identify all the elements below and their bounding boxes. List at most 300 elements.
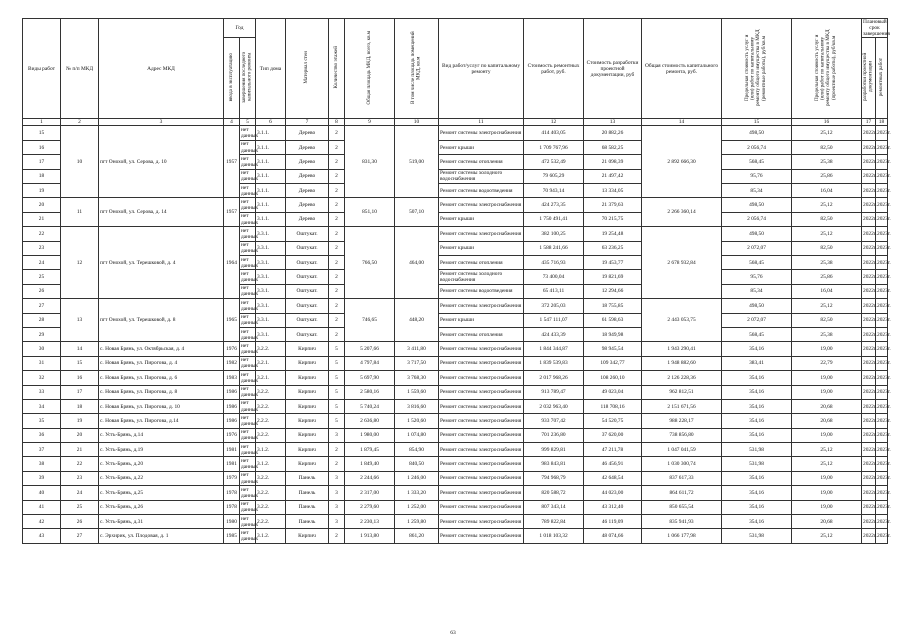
cell-design-cost: 47 211,78: [584, 443, 642, 457]
cell-total-cost: 1 066 177,98: [642, 529, 722, 543]
cell-year-commissioning: 1981: [224, 443, 240, 457]
cell-house-type: 3.1.2.: [256, 443, 286, 457]
cell-work-number: 43: [23, 529, 61, 543]
cell-deadline-design: 2022г.: [862, 126, 876, 140]
cell-design-cost: 44 023,00: [584, 486, 642, 500]
cell-design-cost: 13 334,05: [584, 184, 642, 198]
cell-floors: 2: [329, 270, 345, 284]
header-deadline-design: разработки проектной документации: [862, 38, 876, 119]
cell-limit-repair: 354,16: [722, 371, 792, 385]
cell-premises-area: 1 252,00: [395, 500, 439, 514]
cell-premises-area: 1 333,20: [395, 486, 439, 500]
cell-house-type: 3.2.2.: [256, 342, 286, 356]
cell-deadline-repair: 2023г.: [876, 529, 888, 543]
cell-design-cost: 43 312,40: [584, 500, 642, 514]
table-row: [23, 515, 888, 529]
cell-limit-design: 82,50: [792, 313, 862, 327]
cell-work-kind: Ремонт системы электроснабжения: [439, 198, 524, 212]
cell-mkd-number: 24: [61, 486, 99, 500]
cell-address: с. Усть-Брянь, д.22: [99, 471, 224, 485]
cell-house-type: 3.1.1.: [256, 155, 286, 169]
cell-wall-material: Оштукат.: [286, 241, 329, 255]
cell-floors: 2: [329, 241, 345, 255]
cell-work-number: 35: [23, 414, 61, 428]
cell-mkd-number: 23: [61, 471, 99, 485]
cell-total-cost: 1 030 300,74: [642, 457, 722, 471]
cell-floors: 2: [329, 255, 345, 269]
cell-premises-area: 1 559,60: [395, 385, 439, 399]
cell-premises-area: 507,10: [395, 198, 439, 227]
cell-wall-material: Кирпич: [286, 371, 329, 385]
cell-address: пгт Онохой, ул. Терешковой, д. 8: [99, 299, 224, 342]
cell-house-type: 3.3.1.: [256, 284, 286, 298]
cell-last-repair: нет данных: [241, 213, 259, 226]
table-body: [23, 126, 891, 543]
cell-work-kind: Ремонт системы электроснабжения: [439, 385, 524, 399]
cell-limit-design: 22,79: [792, 356, 862, 370]
cell-address: с. Новая Брянь, ул. Пирогова, д. 8: [99, 385, 224, 399]
header-year-commissioning: ввода в эксплуатацию: [224, 38, 240, 119]
cell-total-cost: 738 856,80: [642, 428, 722, 442]
cell-design-cost: 12 294,66: [584, 284, 642, 298]
cell-deadline-design: 2022г.: [862, 313, 876, 327]
column-number: 17: [862, 119, 876, 126]
cell-limit-design: 25,38: [792, 255, 862, 269]
cell-floors: 2: [329, 155, 345, 169]
cell-limit-design: 82,50: [792, 140, 862, 154]
column-number: 1: [23, 119, 61, 126]
repair-plan-table: [22, 18, 891, 544]
cell-total-cost: 988 228,17: [642, 414, 722, 428]
cell-house-type: 3.2.2.: [256, 385, 286, 399]
cell-total-area: 4 797,84: [345, 356, 395, 370]
cell-wall-material: Кирпич: [286, 356, 329, 370]
cell-limit-design: 19,00: [792, 486, 862, 500]
cell-mkd-number: 16: [61, 371, 99, 385]
cell-work-number: 41: [23, 500, 61, 514]
cell-deadline-design: 2022г.: [862, 327, 876, 341]
table-row: [23, 342, 888, 356]
cell-repair-cost: 2 032 963,40: [524, 399, 584, 413]
table-row: [23, 457, 888, 471]
cell-floors: 5: [329, 342, 345, 356]
cell-work-kind: Ремонт системы электроснабжения: [439, 342, 524, 356]
cell-last-repair: нет данных: [241, 501, 259, 514]
cell-total-area: 2 636,80: [345, 414, 395, 428]
cell-repair-cost: 1 709 767,96: [524, 140, 584, 154]
cell-repair-cost: 999 829,81: [524, 443, 584, 457]
cell-premises-area: 3 411,80: [395, 342, 439, 356]
cell-year-commissioning: 1976: [224, 342, 240, 356]
cell-deadline-design: 2022г.: [862, 342, 876, 356]
cell-year-commissioning: 1986: [224, 414, 240, 428]
cell-work-kind: Ремонт крыши: [439, 313, 524, 327]
cell-house-type: 3.2.1.: [256, 356, 286, 370]
cell-address: с. Усть-Брянь, д.14: [99, 428, 224, 442]
cell-deadline-repair: 2023г.: [876, 184, 888, 198]
cell-deadline-design: 2022г.: [862, 515, 876, 529]
header-work-kind: Вид работ/услуг по капитальному ремонту: [439, 19, 524, 119]
cell-floors: 5: [329, 385, 345, 399]
cell-total-area: 746,65: [345, 299, 395, 342]
cell-total-area: 5 207,66: [345, 342, 395, 356]
cell-work-kind: Ремонт системы отопления: [439, 327, 524, 341]
cell-deadline-repair: 2023г.: [876, 443, 888, 457]
cell-last-repair: нет данных: [241, 141, 259, 154]
cell-total-cost: 1 943 290,41: [642, 342, 722, 356]
cell-wall-material: Дерево: [286, 169, 329, 183]
cell-address: пгт Онохой, ул. Терешковой, д. 4: [99, 227, 224, 299]
cell-floors: 3: [329, 471, 345, 485]
cell-house-type: 3.3.1.: [256, 270, 286, 284]
table-row: [23, 428, 888, 442]
cell-work-kind: Ремонт системы электроснабжения: [439, 529, 524, 543]
cell-work-number: 32: [23, 371, 61, 385]
table-row: [23, 227, 888, 241]
cell-deadline-repair: 2023г.: [876, 212, 888, 226]
cell-limit-repair: 85,34: [722, 184, 792, 198]
table-row: [23, 299, 888, 313]
cell-work-number: 29: [23, 327, 61, 341]
cell-wall-material: Оштукат.: [286, 227, 329, 241]
cell-total-cost: 2 443 053,75: [642, 299, 722, 342]
cell-deadline-repair: 2023г.: [876, 169, 888, 183]
cell-last-repair: нет данных: [241, 299, 259, 312]
cell-address: с. Усть-Брянь, д.25: [99, 486, 224, 500]
cell-design-cost: 98 945,54: [584, 342, 642, 356]
cell-last-repair: нет данных: [241, 414, 259, 427]
header-year: Год: [224, 19, 256, 38]
cell-work-number: 21: [23, 212, 61, 226]
header-limit-design: Предельная стоимость услуг и (или) работ по капитальному ремонту общего имущества в МКД (проектные работы), руб/кв.м: [792, 19, 862, 119]
cell-mkd-number: 26: [61, 515, 99, 529]
cell-work-number: 39: [23, 471, 61, 485]
cell-deadline-design: 2022г.: [862, 443, 876, 457]
cell-work-number: 34: [23, 399, 61, 413]
cell-design-cost: 48 074,66: [584, 529, 642, 543]
cell-year-commissioning: 1985: [224, 529, 240, 543]
cell-deadline-design: 2022г.: [862, 212, 876, 226]
header-total-area: Общая площадь МКД, всего, кв.м: [345, 19, 395, 119]
cell-deadline-repair: 2023г.: [876, 414, 888, 428]
cell-design-cost: 20 882,26: [584, 126, 642, 140]
cell-address: с. Новая Брянь, ул. Пирогова, д. 4: [99, 356, 224, 370]
cell-work-kind: Ремонт системы электроснабжения: [439, 371, 524, 385]
cell-deadline-repair: 2023г.: [876, 457, 888, 471]
cell-repair-cost: 65 413,11: [524, 284, 584, 298]
column-number: 12: [524, 119, 584, 126]
cell-repair-cost: 2 017 968,26: [524, 371, 584, 385]
cell-last-repair: нет данных: [241, 227, 259, 240]
cell-mkd-number: 11: [61, 198, 99, 227]
cell-total-area: 1 913,80: [345, 529, 395, 543]
cell-work-number: 30: [23, 342, 61, 356]
cell-work-number: 23: [23, 241, 61, 255]
cell-limit-repair: 85,34: [722, 284, 792, 298]
cell-floors: 2: [329, 457, 345, 471]
cell-wall-material: Панель: [286, 500, 329, 514]
cell-work-number: 38: [23, 457, 61, 471]
cell-last-repair: нет данных: [241, 386, 259, 399]
cell-limit-design: 25,12: [792, 529, 862, 543]
cell-total-cost: 962 812,51: [642, 385, 722, 399]
cell-design-cost: 21 497,42: [584, 169, 642, 183]
cell-limit-design: 82,50: [792, 212, 862, 226]
cell-total-area: 2 244,66: [345, 471, 395, 485]
cell-repair-cost: 701 236,80: [524, 428, 584, 442]
cell-last-repair: нет данных: [241, 515, 259, 528]
cell-repair-cost: 414 403,05: [524, 126, 584, 140]
column-number: 8: [329, 119, 345, 126]
cell-limit-repair: 354,16: [722, 414, 792, 428]
cell-deadline-design: 2022г.: [862, 255, 876, 269]
cell-total-area: 1 980,00: [345, 428, 395, 442]
cell-limit-repair: 354,16: [722, 399, 792, 413]
cell-design-cost: 18 949,98: [584, 327, 642, 341]
cell-limit-design: 25,38: [792, 155, 862, 169]
cell-floors: 3: [329, 515, 345, 529]
cell-wall-material: Кирпич: [286, 385, 329, 399]
table-row: [23, 471, 888, 485]
header-floors: Количество этажей: [329, 19, 345, 119]
cell-deadline-repair: 2023г.: [876, 500, 888, 514]
cell-house-type: 3.3.1.: [256, 313, 286, 327]
cell-deadline-repair: 2023г.: [876, 227, 888, 241]
cell-work-number: 20: [23, 198, 61, 212]
cell-work-number: 37: [23, 443, 61, 457]
cell-floors: 5: [329, 371, 345, 385]
cell-address: пгт Онохой, ул. Серова, д. 10: [99, 126, 224, 198]
cell-year-commissioning: 1980: [224, 515, 240, 529]
cell-work-number: 19: [23, 184, 61, 198]
cell-year-commissioning: 1986: [224, 399, 240, 413]
cell-total-area: 1 879,45: [345, 443, 395, 457]
cell-repair-cost: 1 588 241,66: [524, 241, 584, 255]
cell-floors: 2: [329, 126, 345, 140]
cell-last-repair: нет данных: [241, 199, 259, 212]
cell-wall-material: Оштукат.: [286, 255, 329, 269]
cell-floors: 3: [329, 500, 345, 514]
cell-mkd-number: 25: [61, 500, 99, 514]
cell-floors: 2: [329, 198, 345, 212]
cell-wall-material: Оштукат.: [286, 313, 329, 327]
cell-floors: 2: [329, 327, 345, 341]
cell-premises-area: 1 259,80: [395, 515, 439, 529]
cell-limit-repair: 568,45: [722, 255, 792, 269]
cell-total-cost: 2 151 671,56: [642, 399, 722, 413]
header-work-type: Виды работ: [23, 19, 61, 119]
cell-year-commissioning: 1979: [224, 471, 240, 485]
column-number: 16: [792, 119, 862, 126]
column-number: 18: [876, 119, 888, 126]
cell-year-commissioning: 1983: [224, 371, 240, 385]
cell-limit-design: 19,00: [792, 428, 862, 442]
column-number: 5: [240, 119, 256, 126]
cell-house-type: 3.2.2.: [256, 486, 286, 500]
cell-design-cost: 37 620,00: [584, 428, 642, 442]
cell-deadline-design: 2022г.: [862, 529, 876, 543]
cell-deadline-repair: 2023г.: [876, 428, 888, 442]
cell-limit-design: 25,12: [792, 457, 862, 471]
cell-limit-repair: 354,16: [722, 515, 792, 529]
cell-limit-design: 16,04: [792, 184, 862, 198]
cell-wall-material: Панель: [286, 486, 329, 500]
cell-design-cost: 68 582,25: [584, 140, 642, 154]
cell-design-cost: 70 215,75: [584, 212, 642, 226]
cell-wall-material: Панель: [286, 515, 329, 529]
cell-house-type: 3.3.1.: [256, 227, 286, 241]
cell-deadline-design: 2022г.: [862, 500, 876, 514]
cell-premises-area: 464,00: [395, 227, 439, 299]
column-number: 13: [584, 119, 642, 126]
cell-repair-cost: 79 605,29: [524, 169, 584, 183]
cell-deadline-design: 2022г.: [862, 241, 876, 255]
cell-premises-area: 861,20: [395, 529, 439, 543]
cell-limit-design: 25,86: [792, 169, 862, 183]
cell-total-area: 831,30: [345, 126, 395, 198]
cell-limit-repair: 383,41: [722, 356, 792, 370]
table-row: [23, 414, 888, 428]
cell-address: с. Новая Брянь, ул. Пирогова, д.14: [99, 414, 224, 428]
cell-wall-material: Дерево: [286, 184, 329, 198]
cell-deadline-design: 2022г.: [862, 169, 876, 183]
cell-wall-material: Дерево: [286, 140, 329, 154]
cell-total-area: 2 230,13: [345, 515, 395, 529]
cell-last-repair: нет данных: [241, 400, 259, 413]
cell-work-kind: Ремонт системы электроснабжения: [439, 515, 524, 529]
cell-design-cost: 46 119,09: [584, 515, 642, 529]
cell-year-commissioning: 1978: [224, 486, 240, 500]
cell-limit-repair: 354,16: [722, 385, 792, 399]
cell-address: с. Усть-Брянь, д.19: [99, 443, 224, 457]
cell-premises-area: 3 717,50: [395, 356, 439, 370]
cell-deadline-design: 2022г.: [862, 270, 876, 284]
cell-work-kind: Ремонт системы водоотведения: [439, 184, 524, 198]
cell-total-area: 1 849,40: [345, 457, 395, 471]
header-limit-repair: Предельная стоимость услуг и (или) работ по капитальному ремонту общего имущества в МКД (ремонтные работы), руб/кв.м: [722, 19, 792, 119]
cell-year-commissioning: 1965: [224, 299, 240, 342]
cell-repair-cost: 472 532,49: [524, 155, 584, 169]
cell-repair-cost: 820 588,72: [524, 486, 584, 500]
header-mkd-number: № п/п МКД: [61, 19, 99, 119]
cell-floors: 2: [329, 313, 345, 327]
cell-mkd-number: 17: [61, 385, 99, 399]
cell-repair-cost: 424 273,35: [524, 198, 584, 212]
cell-deadline-design: 2022г.: [862, 155, 876, 169]
cell-deadline-design: 2022г.: [862, 385, 876, 399]
cell-limit-repair: 498,50: [722, 227, 792, 241]
table-row: [23, 198, 888, 212]
cell-deadline-design: 2022г.: [862, 140, 876, 154]
cell-total-cost: 1 948 882,60: [642, 356, 722, 370]
cell-repair-cost: 1 547 111,07: [524, 313, 584, 327]
cell-mkd-number: 12: [61, 227, 99, 299]
cell-last-repair: нет данных: [241, 443, 259, 456]
cell-work-number: 18: [23, 169, 61, 183]
cell-deadline-design: 2022г.: [862, 227, 876, 241]
cell-total-cost: 837 617,33: [642, 471, 722, 485]
cell-wall-material: Кирпич: [286, 342, 329, 356]
cell-house-type: 3.3.1.: [256, 327, 286, 341]
cell-floors: 2: [329, 299, 345, 313]
cell-work-number: 16: [23, 140, 61, 154]
cell-work-kind: Ремонт системы электроснабжения: [439, 443, 524, 457]
cell-design-cost: 49 023,04: [584, 385, 642, 399]
cell-work-number: 42: [23, 515, 61, 529]
cell-deadline-design: 2022г.: [862, 284, 876, 298]
column-number: 4: [224, 119, 240, 126]
cell-total-cost: 835 941,93: [642, 515, 722, 529]
header-design-cost: Стоимость разработки проектной документации, руб: [584, 19, 642, 119]
cell-last-repair: нет данных: [241, 486, 259, 499]
cell-limit-repair: 2 056,74: [722, 140, 792, 154]
cell-total-area: 2 317,00: [345, 486, 395, 500]
cell-limit-design: 25,12: [792, 443, 862, 457]
cell-limit-design: 25,12: [792, 227, 862, 241]
header-premises-area: В том числе площадь помещений МКД, кв.м: [395, 19, 439, 119]
cell-work-number: 26: [23, 284, 61, 298]
cell-work-number: 25: [23, 270, 61, 284]
cell-premises-area: 448,20: [395, 299, 439, 342]
cell-wall-material: Оштукат.: [286, 299, 329, 313]
cell-deadline-repair: 2023г.: [876, 515, 888, 529]
cell-total-area: 5 697,90: [345, 371, 395, 385]
cell-total-area: 2 279,60: [345, 500, 395, 514]
cell-limit-repair: 95,76: [722, 169, 792, 183]
cell-limit-design: 20,68: [792, 399, 862, 413]
cell-house-type: 3.1.2.: [256, 529, 286, 543]
cell-floors: 5: [329, 399, 345, 413]
cell-repair-cost: 1 750 491,41: [524, 212, 584, 226]
column-number: 9: [345, 119, 395, 126]
cell-limit-design: 19,00: [792, 471, 862, 485]
cell-last-repair: нет данных: [241, 285, 259, 298]
cell-limit-repair: 354,16: [722, 500, 792, 514]
cell-premises-area: 3 816,60: [395, 399, 439, 413]
cell-work-number: 27: [23, 299, 61, 313]
column-number: 14: [642, 119, 722, 126]
cell-total-area: 851,10: [345, 198, 395, 227]
cell-deadline-repair: 2023г.: [876, 399, 888, 413]
cell-wall-material: Оштукат.: [286, 327, 329, 341]
cell-deadline-repair: 2023г.: [876, 241, 888, 255]
cell-work-kind: Ремонт системы электроснабжения: [439, 500, 524, 514]
cell-wall-material: Кирпич: [286, 443, 329, 457]
cell-repair-cost: 424 433,39: [524, 327, 584, 341]
cell-deadline-design: 2022г.: [862, 457, 876, 471]
cell-limit-repair: 2 056,74: [722, 212, 792, 226]
table-row: [23, 500, 888, 514]
cell-mkd-number: 20: [61, 428, 99, 442]
cell-work-kind: Ремонт системы холодного водоснабжения: [439, 169, 524, 183]
cell-house-type: 3.3.1.: [256, 255, 286, 269]
cell-year-commissioning: 1978: [224, 500, 240, 514]
cell-address: с. Новая Брянь, ул. Октябрьская, д. 4: [99, 342, 224, 356]
cell-year-commissioning: 1981: [224, 457, 240, 471]
column-number: 11: [439, 119, 524, 126]
page-number: 63: [450, 630, 456, 636]
table-row: [23, 529, 888, 543]
cell-deadline-repair: 2023г.: [876, 284, 888, 298]
cell-address: с. Усть-Брянь, д.31: [99, 515, 224, 529]
cell-work-kind: Ремонт крыши: [439, 140, 524, 154]
cell-work-kind: Ремонт крыши: [439, 241, 524, 255]
cell-repair-cost: 382 100,25: [524, 227, 584, 241]
table-row: [23, 126, 888, 140]
cell-last-repair: нет данных: [241, 328, 259, 341]
cell-limit-design: 20,68: [792, 414, 862, 428]
cell-total-area: 766,50: [345, 227, 395, 299]
